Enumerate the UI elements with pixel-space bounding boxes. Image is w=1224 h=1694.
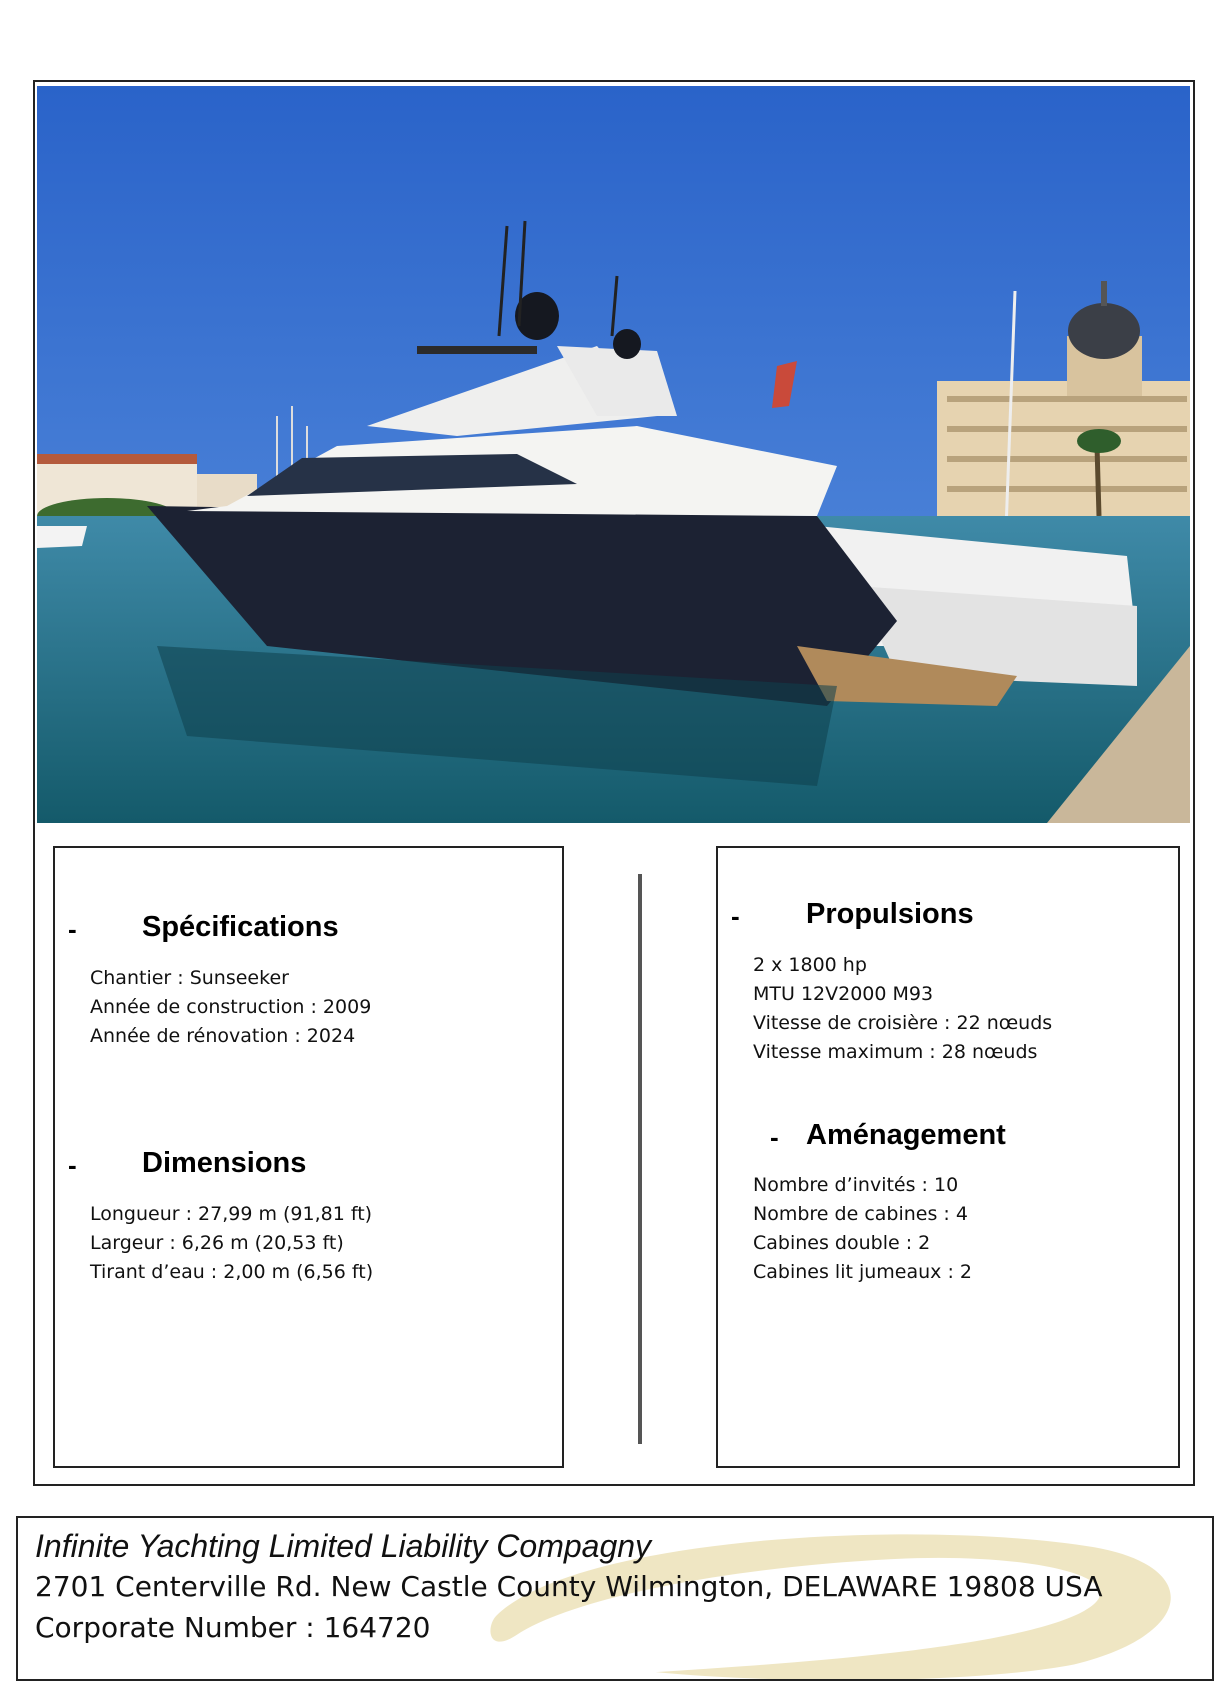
amenagement-line: Nombre de cabines : 4 (753, 1203, 968, 1225)
yacht-illustration (37, 86, 1190, 823)
propulsions-list (753, 951, 1052, 1067)
amenagement-line: Nombre d’invités : 10 (753, 1174, 959, 1196)
amenagement-heading: Aménagement (806, 1119, 1006, 1151)
amenagement-bullet: - (770, 1122, 779, 1152)
propulsions-bullet: - (731, 901, 740, 931)
specifications-line: Année de rénovation : 2024 (90, 1025, 356, 1047)
amenagement-list (753, 1171, 972, 1287)
propulsions-line: Vitesse de croisière : 22 nœuds (753, 1012, 1053, 1034)
right-info-box (716, 846, 1180, 1468)
specifications-bullet: - (68, 914, 77, 944)
dimensions-bullet: - (68, 1150, 77, 1180)
propulsions-line: Vitesse maximum : 28 nœuds (753, 1041, 1038, 1063)
vertical-divider (638, 874, 642, 1444)
propulsions-line: 2 x 1800 hp (753, 954, 867, 976)
propulsions-line: MTU 12V2000 M93 (753, 983, 934, 1005)
dimensions-line: Largeur : 6,26 m (20,53 ft) (90, 1232, 344, 1254)
yacht-photo (37, 86, 1190, 823)
amenagement-line: Cabines lit jumeaux : 2 (753, 1261, 972, 1283)
dimensions-list (90, 1200, 373, 1287)
company-name: Infinite Yachting Limited Liability Compagny (35, 1528, 652, 1564)
corporate-number: Corporate Number : 164720 (35, 1611, 431, 1644)
company-footer (16, 1516, 1214, 1681)
dimensions-line: Tirant d’eau : 2,00 m (6,56 ft) (90, 1261, 374, 1283)
amenagement-line: Cabines double : 2 (753, 1232, 931, 1254)
company-address: 2701 Centerville Rd. New Castle County Wilmington, DELAWARE 19808 USA (35, 1570, 1103, 1603)
dimensions-line: Longueur : 27,99 m (91,81 ft) (90, 1203, 373, 1225)
specifications-heading: Spécifications (142, 911, 339, 943)
specifications-line: Année de construction : 2009 (90, 996, 372, 1018)
dimensions-heading: Dimensions (142, 1147, 307, 1179)
specifications-list (90, 964, 371, 1051)
specifications-line: Chantier : Sunseeker (90, 967, 289, 989)
propulsions-heading: Propulsions (806, 898, 974, 930)
